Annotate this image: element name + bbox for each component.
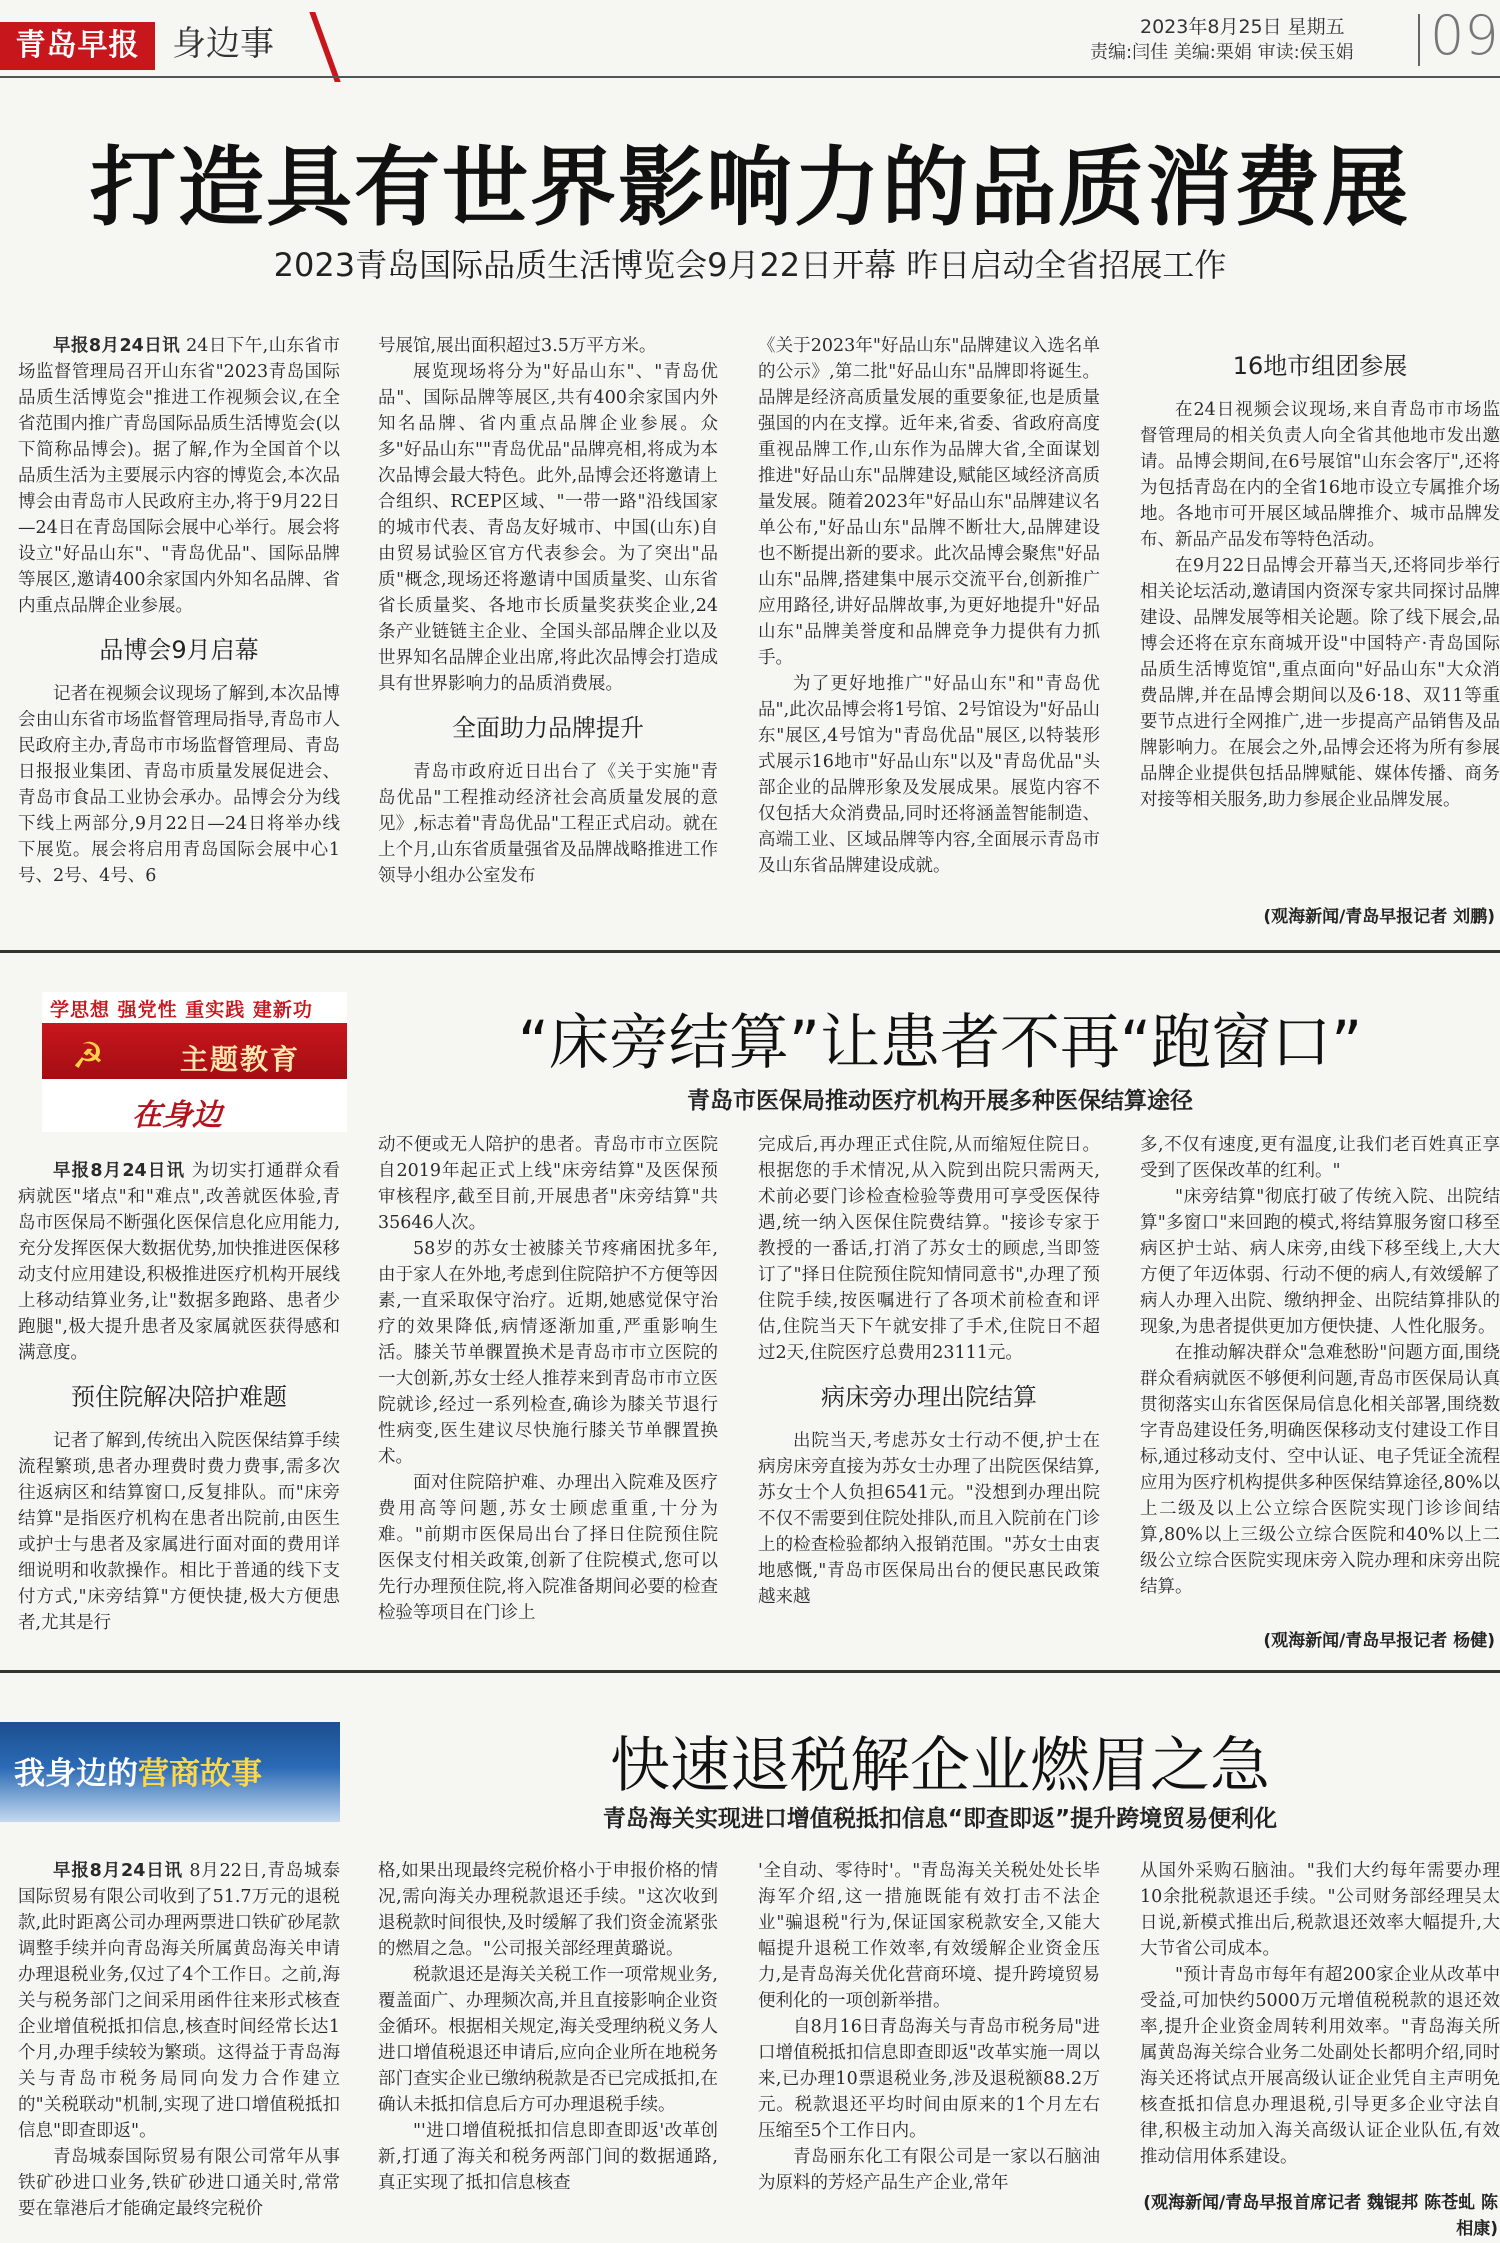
paragraph: 记者在视频会议现场了解到,本次品博会由山东省市场监督管理局指导,青岛市人民政府主办,青岛市市场监督管理局、青岛日报报业集团、青岛市质量发展促进会、青岛市食品工业协会承办。品博会分为线下线上两部分,9月22日—24日将举办线下展览。展会将启用青岛国际会展中心1号、2号、4号、6 — [18, 684, 340, 886]
paragraph: 记者了解到,传统出入院医保结算手续流程繁琐,患者办理费时费力费事,需多次往返病区和结算窗口,反复排队。而"床旁结算"是指医疗机构在患者出院前,由医生或护士与患者及家属进行面对面的费用详细说明和收款操作。相比于普通的线下支付方式,"床旁结算"方便快捷,极大方便患者,尤其是行 — [18, 1431, 340, 1633]
section-heading: 全面助力品牌提升 — [452, 714, 644, 742]
section-separator — [0, 950, 1500, 953]
banner-title — [14, 1748, 262, 1793]
article1-byline: (观海新闻/青岛早报记者 刘鹏) — [1263, 907, 1495, 927]
paragraph: 58岁的苏女士被膝关节疼痛困扰多年,由于家人在外地,考虑到住院陪护不方便等因素,一直采取保守治疗。近期,她感觉保守治疗的效果降低,病情逐渐加重,严重影响生活。膝关节单髁置换术是青岛市市立医院的一大创新,苏女士经人推荐来到青岛市市立医院就诊,经过一系列检查,确诊为膝关节退行性病变,医生建议尽快施行膝关节单髁置换术。 — [378, 1239, 718, 1467]
paragraph: 在9月22日品博会开幕当天,还将同步举行相关论坛活动,邀请国内资深专家共同探讨品牌建设、品牌发展等相关论题。除了线下展会,品博会还将在京东商城开设"中国特产·青岛国际品质生活博览馆",重点面向"好品山东"大众消费品牌,并在品博会期间以及6·18、双11等重要节点进行全网推广,进一步提高产品销售及品牌影响力。在展会之外,品博会还将为所有参展品牌企业提供包括品牌赋能、媒体传播、商务对接等相关服务,助力参展企业品牌发展。 — [1140, 556, 1500, 810]
paragraph: 动不便或无人陪护的患者。青岛市市立医院自2019年起正式上线"床旁结算"及医保预审核程序,截至目前,开展患者"床旁结算"共35646人次。 — [378, 1135, 718, 1233]
masthead-rule — [0, 76, 1500, 78]
article1-column-3 — [758, 333, 1100, 933]
party-emblem-icon: ☭ — [71, 1036, 105, 1077]
paragraph: 在推动解决群众"急难愁盼"问题方面,围绕群众看病就医不够便利问题,青岛市医保局认真贯彻落实山东省医保局信息化相关部署,围绕数字青岛建设任务,明确医保移动支付建设工作目标,通过移动支付、空中认证、电子凭证全流程应用为医疗机构提供多种医保结算途径,80%以上二级及以上公立综合医院实现门诊诊间结算,80%以上三级公立综合医院和40%以上二级公立综合医院实现床旁入院办理和床旁出院结算。 — [1140, 1343, 1500, 1597]
section-separator — [0, 1670, 1500, 1673]
paragraph: 在24日视频会议现场,来自青岛市市场监督管理局的相关负责人向全省其他地市发出邀请。品博会期间,在6号展馆"山东会客厅",还将为包括青岛在内的全省16地市设立专属推介场地。各地市可开展区域品牌推介、城市品牌发布、新品产品发布等特色活动。 — [1140, 400, 1500, 550]
dateline: 早报8月24日讯 — [53, 1161, 186, 1181]
paragraph: 多,不仅有速度,更有温度,让我们老百姓真正享受到了医保改革的红利。" — [1140, 1135, 1500, 1181]
editors-credit: 责编:闫佳 美编:栗娟 审读:侯玉娟 — [1090, 42, 1354, 63]
article1-column-2 — [378, 333, 718, 933]
article2-subheadline: 青岛市医保局推动医疗机构开展多种医保结算途径 — [687, 1088, 1193, 1114]
page-number: 09 — [1430, 4, 1499, 67]
article2-column-4 — [1140, 1132, 1500, 1622]
paragraph: 《关于2023年"好品山东"品牌建议入选名单的公示》,第二批"好品山东"品牌即将诞生。品牌是经济高质量发展的重要象征,也是质量强国的内在支撑。近年来,省委、省政府高度重视品牌工作,山东作为品牌大省,全面谋划推进"好品山东"品牌建设,赋能区域经济高质量发展。随着2023年"好品山东"品牌建议名单公布,"好品山东"品牌不断壮大,品牌建设也不断提出新的要求。此次品博会聚焦"好品山东"品牌,搭建集中展示交流平台,创新推广应用路径,讲好品牌故事,为更好地提升"好品山东"品牌美誉度和品牌竞争力提供有力抓手。 — [758, 336, 1100, 668]
dateline: 早报8月24日讯 — [53, 1861, 183, 1881]
banner-title-highlight: 营商故事 — [138, 1756, 262, 1792]
dateline: 早报8月24日讯 — [53, 336, 181, 356]
article1-column-4 — [1140, 333, 1500, 913]
banner-slogan: 学思想 强党性 重实践 建新功 — [50, 999, 313, 1021]
paragraph: 自8月16日青岛海关与青岛市税务局"进口增值税抵扣信息即查即返"改革实施一周以来,已办理10票退税业务,涉及退税额88.2万元。税款退还平均时间由原来的1个月左右压缩至5个工作日内。 — [758, 2017, 1100, 2141]
paragraph: 8月22日,青岛城泰国际贸易有限公司收到了51.7万元的退税款,此时距离公司办理两票进口铁矿砂尾款调整手续并向青岛海关所属黄岛海关申请办理退税业务,仅过了4个工作日。之前,海关与税务部门之间采用函件往来形式核查企业增值税抵扣信息,核查时间经常长达1个月,办理手续较为繁琐。这得益于青岛海关与青岛市税务局同向发力合作建立的"关税联动"机制,实现了进口增值税抵扣信息"即查即返"。 — [18, 1861, 340, 2141]
paragraph: "预计青岛市每年有超200家企业从改革中受益,可加快约5000万元增值税税款的退还效率,提升企业资金周转利用效率。"青岛海关所属黄岛海关综合业务二处副处长都明介绍,同时海关还将试点开展高级认证企业凭自主声明免核查抵扣信息办理退税,引导更多企业守法自律,积极主动加入海关高级认证企业队伍,有效推动信用体系建设。 — [1140, 1965, 1500, 2167]
paragraph: 为切实打通群众看病就医"堵点"和"难点",改善就医体验,青岛市医保局不断强化医保信息化应用能力,充分发挥医保大数据优势,加快推进医保移动支付应用建设,积极推进医疗机构开展线上移动结算业务,让"数据多跑路、患者少跑腿",极大提升患者及家属就医获得感和满意度。 — [18, 1161, 340, 1363]
page-number-divider — [1418, 14, 1420, 66]
paragraph: 税款退还是海关关税工作一项常规业务,覆盖面广、办理频次高,并且直接影响企业资金循环。根据相关规定,海关受理纳税义务人进口增值税退还申请后,应向企业所在地税务部门查实企业已缴纳税款是否已完成抵扣,在确认未抵扣信息后方可办理退税手续。 — [378, 1965, 718, 2115]
paragraph: 青岛市政府近日出台了《关于实施"青岛优品"工程推动经济社会高质量发展的意见》,标志着"青岛优品"工程正式启动。就在上个月,山东省质量强省及品牌战略推进工作领导小组办公室发布 — [378, 762, 718, 886]
paragraph: "床旁结算"彻底打破了传统入院、出院结算"多窗口"来回跑的模式,将结算服务窗口移至病区护士站、病人床旁,由线下移至线上,大大方便了年迈体弱、行动不便的病人,有效缓解了病人办理入出院、缴纳押金、出院结算排队的现象,为患者提供更加方便快捷、人性化服务。 — [1140, 1187, 1500, 1337]
article3-headline: 快速退税解企业燃眉之急 — [610, 1731, 1270, 1801]
paper-logo: 青岛早报 — [0, 22, 155, 70]
paragraph: '全自动、零待时'。"青岛海关关税处处长毕海军介绍,这一措施既能有效打击不法企业"骗退税"行为,保证国家税款安全,又能大幅提升退税工作效率,有效缓解企业资金压力,是青岛海关优化营商环境、提升跨境贸易便利化的一项创新举措。 — [758, 1861, 1100, 2011]
article2-column-1 — [18, 1158, 340, 1653]
paragraph: 完成后,再办理正式住院,从而缩短住院日。根据您的手术情况,从入院到出院只需两天,术前必要门诊检查检验等费用可享受医保待遇,统一纳入医保住院费结算。"接诊专家于教授的一番话,打消了苏女士的顾虑,当即签订了"择日住院预住院知情同意书",办理了预住院手续,按医嘱进行了各项术前检查和评估,住院当天下午就安排了手术,住院日不超过2天,住院医疗总费用23111元。 — [758, 1135, 1100, 1363]
article3-column-4 — [1140, 1858, 1500, 2188]
paragraph: 出院当天,考虑苏女士行动不便,护士在病房床旁直接为苏女士办理了出院医保结算,苏女士个人负担6541元。"没想到办理出院不仅不需要到住院处排队,而且入院前在门诊上的检查检验都纳入报销范围。"苏女士由衷地感慨,"青岛市医保局出台的便民惠民政策越来越 — [758, 1431, 1100, 1607]
article3-column-3 — [758, 1858, 1100, 2238]
article3-byline: (观海新闻/青岛早报首席记者 魏锟邦 陈苍虬 陈相康) — [1143, 2193, 1498, 2239]
paragraph: 格,如果出现最终完税价格小于申报价格的情况,需向海关办理税款退还手续。"这次收到退税款时间很快,及时缓解了我们资金流紧张的燃眉之急。"公司报关部经理黄璐说。 — [378, 1861, 718, 1959]
article1-headline: 打造具有世界影响力的品质消费展 — [90, 138, 1410, 238]
article3-column-1 — [18, 1858, 340, 2238]
paragraph: 24日下午,山东省市场监督管理局召开山东省"2023青岛国际品质生活博览会"推进工作视频会议,在全省范围内推广青岛国际品质生活博览会(以下简称品博会)。据了解,作为全国首个以品质生活为主要展示内容的博览会,本次品博会由青岛市人民政府主办,将于9月22日—24日在青岛国际会展中心举行。展会将设立"好品山东"、"青岛优品"、国际品牌等展区,邀请400余家国内外知名品牌、省内重点品牌企业参展。 — [18, 336, 340, 616]
paragraph: 青岛城泰国际贸易有限公司常年从事铁矿砂进口业务,铁矿砂进口通关时,常常要在靠港后才能确定最终完税价 — [18, 2147, 340, 2219]
banner-title: 主题教育 — [180, 1043, 301, 1076]
paragraph: 号展馆,展出面积超过3.5万平方米。 — [378, 336, 657, 356]
paragraph: 面对住院陪护难、办理出入院难及医疗费用高等问题,苏女士顾虑重重,十分为难。"前期市医保局出台了择日住院预住院医保支付相关政策,创新了住院模式,您可以先行办理预住院,将入院准备期间必要的检查检验等项目在门诊上 — [378, 1473, 718, 1623]
section-heading: 品博会9月启幕 — [99, 636, 259, 664]
paragraph: 从国外采购石脑油。"我们大约每年需要办理10余批税款退还手续。"公司财务部经理吴太日说,新模式推出后,税款退还效率大幅提升,大大节省公司成本。 — [1140, 1861, 1500, 1959]
article2-column-3 — [758, 1132, 1100, 1653]
issue-date: 2023年8月25日 星期五 — [1140, 16, 1345, 38]
banner-title-part: 我身边的 — [14, 1756, 138, 1792]
article1-column-1 — [18, 333, 340, 933]
paragraph: 青岛丽东化工有限公司是一家以石脑油为原料的芳烃产品生产企业,常年 — [758, 2147, 1100, 2193]
paragraph: 为了更好地推广"好品山东"和"青岛优品",此次品博会将1号馆、2号馆设为"好品山东"展区,4号馆为"青岛优品"展区,以特装形式展示16地市"好品山东"以及"青岛优品"头部企业的品牌形象及发展成果。展览内容不仅包括大众消费品,同时还将涵盖智能制造、高端工业、区域品牌等内容,全面展示青岛市及山东省品牌建设成就。 — [758, 674, 1100, 876]
article2-byline: (观海新闻/青岛早报记者 杨健) — [1263, 1631, 1495, 1651]
section-heading: 16地市组团参展 — [1232, 352, 1408, 380]
article3-column-2 — [378, 1858, 718, 2238]
section-heading: 预住院解决陪护难题 — [71, 1383, 287, 1411]
paragraph: "'进口增值税抵扣信息即查即返'改革创新,打通了海关和税务两部门间的数据通路,真正实现了抵扣信息核查 — [378, 2121, 718, 2193]
banner-subtitle: 在身边 — [132, 1098, 222, 1133]
section-heading: 病床旁办理出院结算 — [821, 1383, 1037, 1411]
article1-subheadline: 2023青岛国际品质生活博览会9月22日开幕 昨日启动全省招展工作 — [273, 246, 1227, 284]
masthead-slash — [309, 12, 340, 82]
article2-column-2 — [378, 1132, 718, 1653]
article2-headline: “床旁结算”让患者不再“跑窗口” — [517, 1008, 1363, 1078]
paragraph: 展览现场将分为"好品山东"、"青岛优品"、国际品牌等展区,共有400余家国内外知名品牌、省内重点品牌企业参展。众多"好品山东""青岛优品"品牌亮相,将成为本次品博会最大特色。此外,品博会还将邀请上合组织、RCEP区域、"一带一路"沿线国家的城市代表、青岛友好城市、中国(山东)自由贸易试验区官方代表参会。为了突出"品质"概念,现场还将邀请中国质量奖、山东省省长质量奖、各地市长质量奖获奖企业,24条产业链链主企业、全国头部品牌企业以及世界知名品牌企业出席,将此次品博会打造成具有世界影响力的品质消费展。 — [378, 362, 718, 694]
article3-subheadline: 青岛海关实现进口增值税抵扣信息“即查即返”提升跨境贸易便利化 — [602, 1806, 1278, 1832]
section-name: 身边事 — [172, 24, 274, 64]
